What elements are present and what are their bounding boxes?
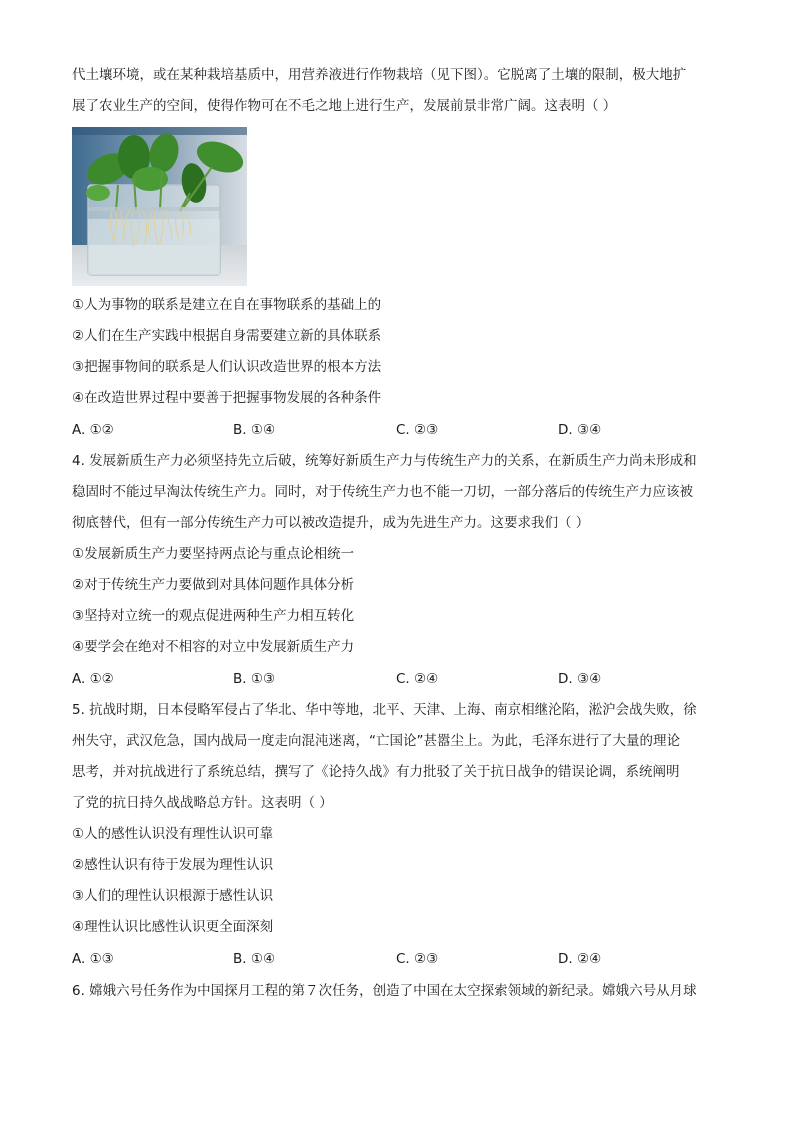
q4-option-b[interactable]: B. ①③ (233, 671, 276, 687)
q5-stem-line-3: 思考，并对抗战进行了系统总结，撰写了《论持久战》有力批驳了关于抗日战争的错误论调，系统阐明 (72, 764, 680, 780)
q3-statement-1: ①人为事物的联系是建立在自在事物联系的基础上的 (72, 297, 382, 313)
q4-statement-4: ④要学会在绝对不相容的对立中发展新质生产力 (72, 639, 355, 655)
q4-options (72, 669, 732, 689)
q6-stem-line-1: 6. 嫦娥六号任务作为中国探月工程的第７次任务，创造了中国在太空探索领域的新纪录。嫦娥六号从月球 (72, 983, 697, 999)
q5-option-a[interactable]: A. ①③ (72, 951, 114, 967)
q4-option-a[interactable]: A. ①② (72, 671, 114, 687)
q3-statement-3: ③把握事物间的联系是人们认识改造世界的根本方法 (72, 359, 382, 375)
intro-line: 展了农业生产的空间，使得作物可在不毛之地上进行生产，发展前景非常广阔。这表明（ ） (72, 98, 617, 114)
q3-statement-2: ②人们在生产实践中根据自身需要建立新的具体联系 (72, 328, 382, 344)
q5-statement-1: ①人的感性认识没有理性认识可靠 (72, 826, 274, 842)
q5-statement-4: ④理性认识比感性认识更全面深刻 (72, 919, 274, 935)
q5-option-d[interactable]: D. ②④ (558, 951, 602, 967)
q4-statement-3: ③坚持对立统一的观点促进两种生产力相互转化 (72, 608, 355, 624)
q4-option-c[interactable]: C. ②④ (396, 671, 439, 687)
q3-statement-4: ④在改造世界过程中要善于把握事物发展的各种条件 (72, 390, 382, 406)
hydroponic-plant-photo (72, 127, 247, 286)
q4-stem-line-3: 彻底替代，但有一部分传统生产力可以被改造提升，成为先进生产力。这要求我们（ ） (72, 515, 590, 531)
q4-option-d[interactable]: D. ③④ (558, 671, 602, 687)
q4-statement-2: ②对于传统生产力要做到对具体问题作具体分析 (72, 577, 355, 593)
q4-stem-line-1: 4. 发展新质生产力必须坚持先立后破，统筹好新质生产力与传统生产力的关系，在新质生产力尚未形成和 (72, 453, 697, 469)
intro-line: 代土壤环境，或在某种栽培基质中，用营养液进行作物栽培（见下图）。它脱离了土壤的限制，极大地扩 (72, 67, 687, 83)
q5-option-b[interactable]: B. ①④ (233, 951, 276, 967)
q3-options (72, 420, 732, 440)
q5-stem-line-4: 了党的抗日持久战战略总方针。这表明（ ） (72, 795, 333, 811)
q5-stem-line-2: 州失守，武汉危急，国内战局一度走向混沌迷离，“亡国论”甚嚣尘上。为此，毛泽东进行了大量的理论 (72, 733, 680, 749)
q5-option-c[interactable]: C. ②③ (396, 951, 439, 967)
q5-statement-2: ②感性认识有待于发展为理性认识 (72, 857, 274, 873)
q3-option-c[interactable]: C. ②③ (396, 422, 439, 438)
q3-option-a[interactable]: A. ①② (72, 422, 114, 438)
q3-option-b[interactable]: B. ①④ (233, 422, 276, 438)
q5-statement-3: ③人们的理性认识根源于感性认识 (72, 888, 274, 904)
q3-option-d[interactable]: D. ③④ (558, 422, 602, 438)
q4-statement-1: ①发展新质生产力要坚持两点论与重点论相统一 (72, 546, 355, 562)
q4-stem-line-2: 稳固时不能过早淘汰传统生产力。同时，对于传统生产力也不能一刀切，一部分落后的传统生产力应该被 (72, 484, 693, 500)
q5-options (72, 949, 732, 969)
q5-stem-line-1: 5. 抗战时期，日本侵略军侵占了华北、华中等地，北平、天津、上海、南京相继沦陷，淞沪会战失败，徐 (72, 702, 697, 718)
